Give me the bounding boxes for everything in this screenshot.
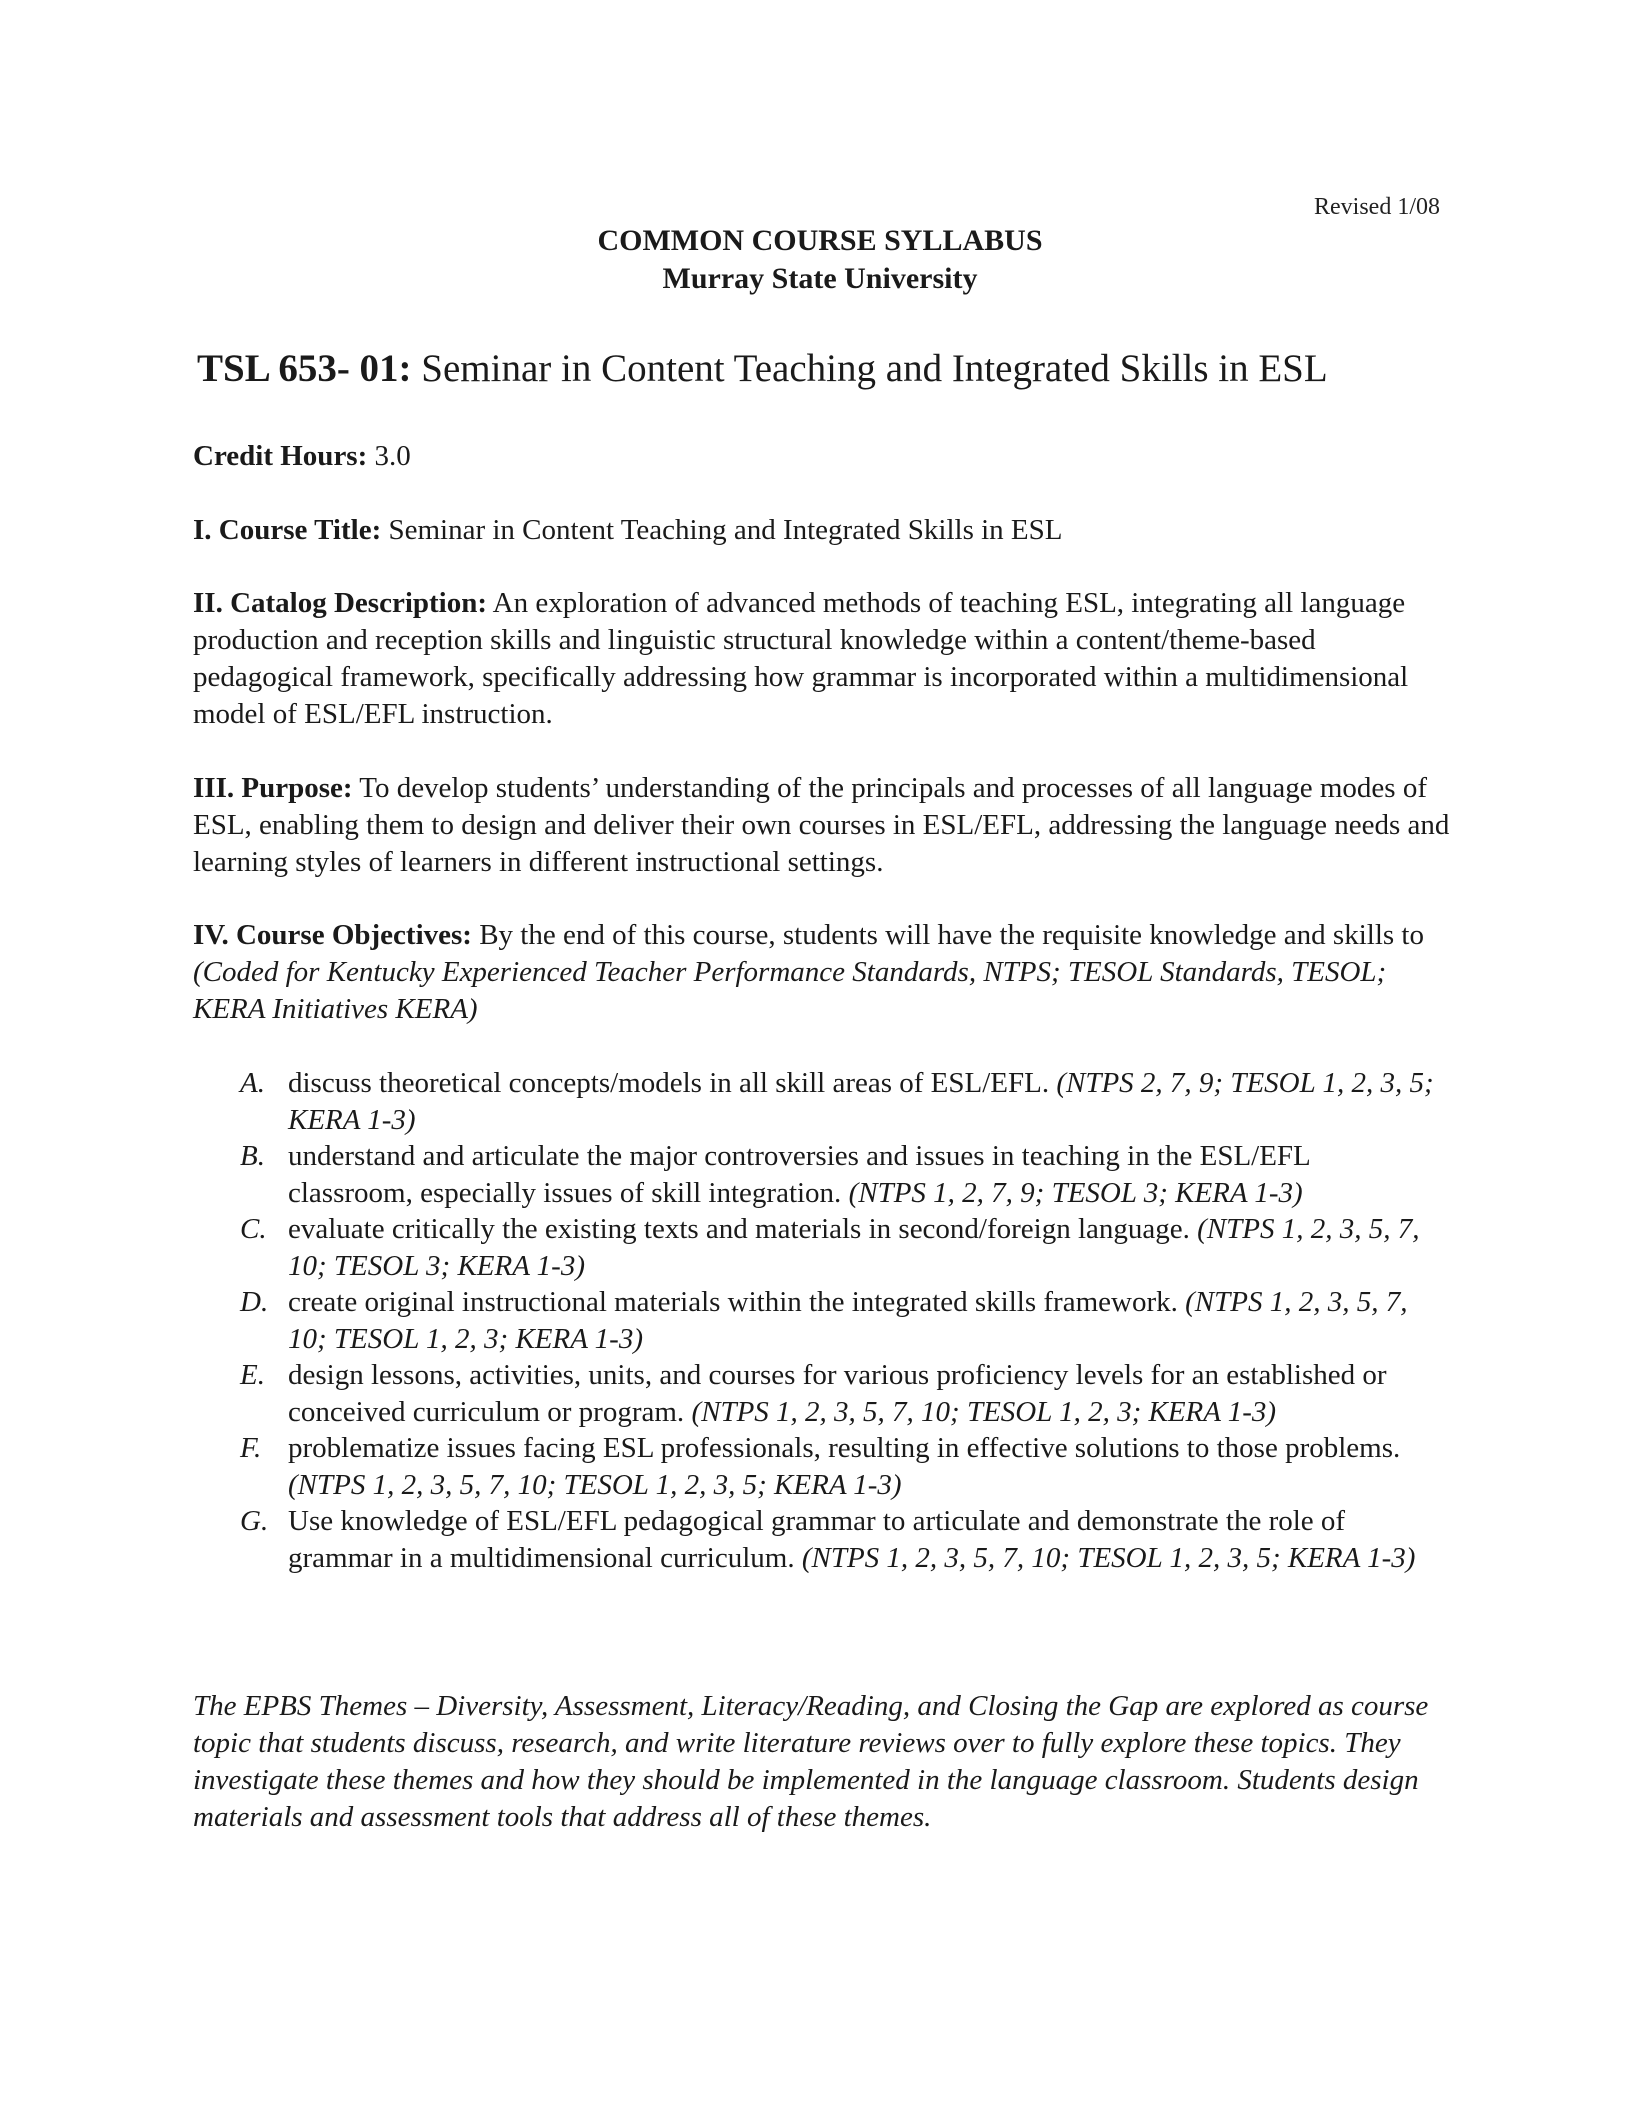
- epbs-themes-paragraph: The EPBS Themes – Diversity, Assessment, Literacy/Reading, and Closing the Gap are explored as course topic that students discuss, research, and write literature reviews over to fully explore these topics. They investigate these themes and how they should be implemented in the language classroom. Students design materials and assessment tools that address all of these themes.: [193, 1690, 1429, 1833]
- list-item: [240, 1211, 1440, 1284]
- list-item: [240, 1065, 1440, 1138]
- list-item: [240, 1430, 1440, 1503]
- purpose-section: [193, 770, 1453, 881]
- objectives-label: IV. Course Objectives:: [193, 919, 472, 951]
- objective-text: problematize issues facing ESL professionals, resulting in effective solutions to those problems.: [288, 1432, 1401, 1464]
- university-name: Murray State University: [662, 262, 978, 295]
- catalog-description-text: An exploration of advanced methods of teaching ESL, integrating all language production and reception skills and linguistic structural knowledge within a content/theme-based pedagogical framework, specifically addressing how grammar is incorporated within a multidimensional model of ESL/EFL instruction.: [193, 587, 1409, 730]
- objective-text: Use knowledge of ESL/EFL pedagogical grammar to articulate and demonstrate the role of grammar in a multidimensional curriculum.: [288, 1505, 1346, 1574]
- objective-code: (NTPS 2, 7, 9; TESOL 1, 2, 3, 5; KERA 1-3): [288, 1067, 1434, 1136]
- objectives-intro: By the end of this course, students will have the requisite knowledge and skills to: [479, 919, 1424, 951]
- objective-letter: F.: [240, 1432, 262, 1464]
- course-name: Seminar in Content Teaching and Integrated Skills in ESL: [421, 347, 1328, 390]
- list-item: [240, 1138, 1440, 1211]
- revision-date: Revised 1/08: [1314, 194, 1440, 220]
- objective-code: (NTPS 1, 2, 7, 9; TESOL 3; KERA 1-3): [848, 1176, 1303, 1209]
- objective-text: understand and articulate the major controversies and issues in teaching in the ESL/EFL classroom, especially issues of skill integration.: [288, 1140, 1310, 1209]
- objective-letter: G.: [240, 1505, 269, 1537]
- catalog-description-label: II. Catalog Description:: [193, 587, 488, 619]
- list-item: [240, 1503, 1440, 1576]
- objective-code: (NTPS 1, 2, 3, 5, 7, 10; TESOL 3; KERA 1-3): [288, 1213, 1420, 1282]
- objectives-intro-code: (Coded for Kentucky Experienced Teacher Performance Standards, NTPS; TESOL Standards, TESOL; KERA Initiatives KERA): [193, 956, 1387, 1025]
- purpose-text: To develop students’ understanding of the principals and processes of all language modes of ESL, enabling them to design and deliver their own courses in ESL/EFL, addressing the language needs and learning styles of learners in different instructional settings.: [193, 772, 1450, 878]
- objective-letter: A.: [240, 1067, 265, 1099]
- list-item: [240, 1284, 1440, 1357]
- objectives-list: [240, 1065, 1440, 1576]
- course-title-label: I. Course Title:: [193, 514, 382, 546]
- credit-hours-value: 3.0: [374, 440, 411, 472]
- objective-letter: B.: [240, 1140, 265, 1172]
- syllabus-header: [0, 222, 1640, 298]
- syllabus-heading: COMMON COURSE SYLLABUS: [597, 224, 1043, 257]
- objective-letter: C.: [240, 1213, 267, 1245]
- credit-hours: [193, 438, 1453, 475]
- course-code: TSL 653- 01:: [197, 347, 412, 390]
- objective-code: (NTPS 1, 2, 3, 5, 7, 10; TESOL 1, 2, 3, 5; KERA 1-3): [288, 1468, 902, 1501]
- course-title-section: [193, 512, 1453, 549]
- objective-text: create original instructional materials within the integrated skills framework.: [288, 1286, 1178, 1318]
- objective-text: design lessons, activities, units, and courses for various proficiency levels for an established or conceived curriculum or program.: [288, 1359, 1387, 1428]
- purpose-label: III. Purpose:: [193, 772, 353, 804]
- objective-code: (NTPS 1, 2, 3, 5, 7, 10; TESOL 1, 2, 3, 5; KERA 1-3): [801, 1541, 1416, 1574]
- objective-letter: D.: [240, 1286, 269, 1318]
- objective-code: (NTPS 1, 2, 3, 5, 7, 10; TESOL 1, 2, 3; KERA 1-3): [288, 1286, 1408, 1355]
- objective-text: discuss theoretical concepts/models in all skill areas of ESL/EFL.: [288, 1067, 1050, 1099]
- course-title-value: Seminar in Content Teaching and Integrated Skills in ESL: [388, 514, 1063, 546]
- catalog-description-section: [193, 585, 1453, 733]
- list-item: [240, 1357, 1440, 1430]
- credit-hours-label: Credit Hours:: [193, 440, 368, 472]
- objectives-section: [193, 917, 1453, 1028]
- objective-text: evaluate critically the existing texts and materials in second/foreign language.: [288, 1213, 1190, 1245]
- course-heading: [197, 345, 1467, 393]
- objective-letter: E.: [240, 1359, 265, 1391]
- objective-code: (NTPS 1, 2, 3, 5, 7, 10; TESOL 1, 2, 3; KERA 1-3): [691, 1395, 1277, 1428]
